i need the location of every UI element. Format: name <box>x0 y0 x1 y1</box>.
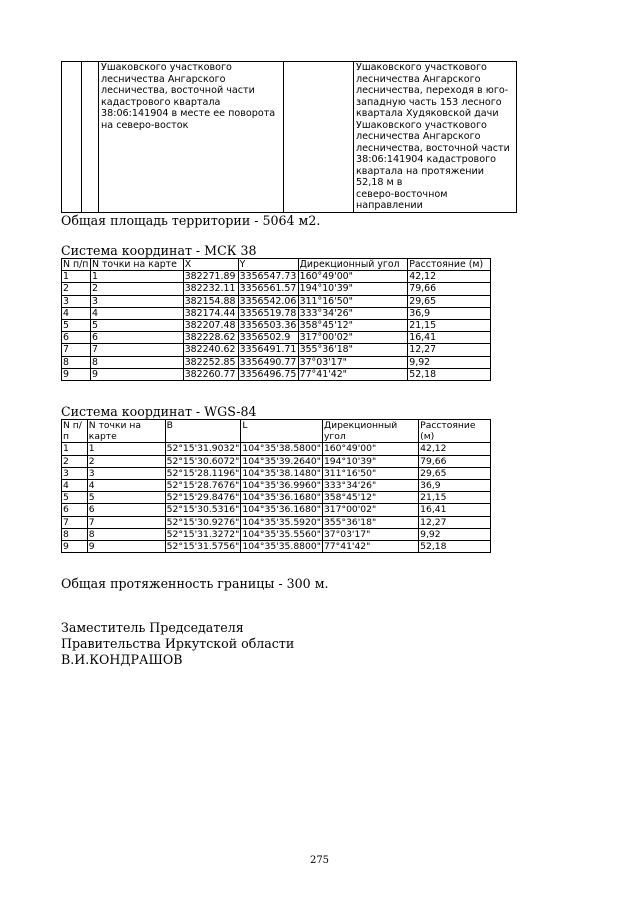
table-cell: 382174.44 <box>183 307 238 319</box>
table-cell: 358°45'12" <box>322 492 418 504</box>
text-line: квартала Худяковской дачи <box>356 108 499 119</box>
table-cell: 5 <box>90 320 183 332</box>
table-cell: 52°15'31.9032" <box>166 443 240 455</box>
table-cell: 16,41 <box>408 332 491 344</box>
text-line: 38:06:141904 кадастрового <box>356 154 496 165</box>
table-cell: 37°03'17" <box>298 356 408 368</box>
table-cell: 104°35'36.9960" <box>242 480 321 492</box>
table-row <box>62 307 491 319</box>
table-cell: 104°35'36.1680" <box>242 492 321 504</box>
table-cell: 52°15'31.5756" <box>166 541 240 553</box>
table-cell: 52,18 <box>408 368 491 380</box>
table-header-row <box>62 420 491 443</box>
table-cell <box>62 62 82 213</box>
table-cell: 9 <box>62 368 91 380</box>
table-cell: 9 <box>87 541 165 553</box>
text-line: на северо-восток <box>101 119 189 131</box>
table-cell: 194°10'39" <box>322 455 418 467</box>
table-cell: 8 <box>62 528 88 540</box>
msk-coordinates-table <box>61 258 491 381</box>
table-cell: 9,92 <box>408 356 491 368</box>
text-line: лесничества, восточной части <box>101 85 255 96</box>
table-cell: 104°35'36.1680" <box>242 504 321 516</box>
table-cell: 4 <box>62 480 88 492</box>
column-header: Y <box>238 259 298 271</box>
table-cell: 6 <box>62 504 88 516</box>
text-line: 38:06:141904 в месте ее поворота <box>101 108 276 119</box>
column-header: Дирекционный угол <box>298 259 408 271</box>
page-number: 275 <box>309 855 330 866</box>
table-cell: 42,12 <box>419 443 491 455</box>
table-cell: 8 <box>62 356 91 368</box>
table-row <box>62 467 491 479</box>
text-line: лесничества, восточной части <box>356 142 510 154</box>
text-line: Ушаковского участкового <box>101 62 232 73</box>
table-cell: 3356491.71 <box>239 344 297 356</box>
table-row <box>62 271 491 283</box>
table-cell: 21,15 <box>419 492 491 504</box>
text-line: северо-восточном направлении <box>356 188 448 211</box>
boundary-start-description <box>99 62 284 213</box>
table-cell: 1 <box>87 443 165 455</box>
text-line: Ушаковского участкового <box>356 62 487 73</box>
table-header-row <box>62 259 491 271</box>
table-cell: 16,41 <box>419 504 491 516</box>
table-cell: 2 <box>62 283 91 295</box>
table-cell: 9 <box>90 368 183 380</box>
boundary-description-table <box>61 61 517 213</box>
text-line: кадастрового квартала <box>101 96 221 108</box>
table-cell: 52°15'28.7676" <box>166 480 240 492</box>
table-cell <box>284 62 354 213</box>
table-cell: 333°34'26" <box>322 480 418 492</box>
table-cell: 1 <box>62 443 88 455</box>
table-row <box>62 356 491 368</box>
table-row <box>62 455 491 467</box>
table-cell: 104°35'39.2640" <box>242 455 321 467</box>
table-cell: 104°35'35.5560" <box>242 528 321 540</box>
table-cell: 77°41'42" <box>322 541 418 553</box>
table-cell: 104°35'38.5800" <box>242 443 321 455</box>
table-cell <box>82 62 99 213</box>
table-cell: 160°49'00" <box>298 271 408 283</box>
text-line: лесничества Ангарского <box>101 73 226 85</box>
column-header: N точки на карте <box>87 420 165 443</box>
table-cell: 3356503.36 <box>239 320 297 332</box>
text-line: Ушаковского участкового <box>356 119 487 131</box>
text-line: лесничества, переходя в юго- <box>356 85 509 96</box>
column-header: Дирекционный угол <box>322 420 418 443</box>
table-cell: 52,18 <box>419 541 491 553</box>
table-cell: 3 <box>90 295 183 307</box>
table-cell: 6 <box>90 332 183 344</box>
table-row <box>62 320 491 332</box>
table-cell: 355°36'18" <box>322 516 418 528</box>
table-cell: 382260.77 <box>183 368 238 380</box>
table-cell: 79,66 <box>408 283 491 295</box>
boundary-path-description <box>354 62 517 213</box>
text-line: западную часть 153 лесного <box>356 96 502 108</box>
table-cell: 382240.62 <box>183 344 238 356</box>
table-row <box>62 516 491 528</box>
table-cell: 79,66 <box>419 455 491 467</box>
table-cell: 3356519.78 <box>239 307 297 319</box>
table-cell: 5 <box>62 320 91 332</box>
total-length-text: Общая протяженность границы - 300 м. <box>61 576 329 591</box>
table-row <box>62 541 491 553</box>
table-cell: 8 <box>90 356 183 368</box>
table-row <box>62 528 491 540</box>
table-cell: 7 <box>62 516 88 528</box>
signature-block <box>61 620 294 668</box>
table-cell: 3356496.75 <box>239 368 297 380</box>
table-cell: 358°45'12" <box>298 320 408 332</box>
text-line: лесничества Ангарского <box>356 131 481 142</box>
column-header: B <box>165 420 241 443</box>
table-cell: 3 <box>62 295 91 307</box>
table-cell: 12,27 <box>419 516 491 528</box>
table-cell: 4 <box>90 307 183 319</box>
table-cell: 333°34'26" <box>298 307 408 319</box>
table-cell: 5 <box>62 492 88 504</box>
table-cell: 3356561.57 <box>239 283 297 295</box>
table-cell: 1 <box>90 271 183 283</box>
table-row <box>62 295 491 307</box>
table-cell: 6 <box>62 332 91 344</box>
table-cell: 3356542.06 <box>239 295 297 307</box>
text-line: квартала на протяжении 52,18 м в <box>356 165 485 188</box>
table-cell: 194°10'39" <box>298 283 408 295</box>
table-row <box>62 344 491 356</box>
table-cell: 7 <box>87 516 165 528</box>
table-row <box>62 368 491 380</box>
table-cell: 3356490.77 <box>239 356 297 368</box>
table-cell: 311°16'50" <box>298 295 408 307</box>
table-cell: 382207.48 <box>183 320 238 332</box>
msk-table-body <box>62 271 491 381</box>
table-cell: 382232.11 <box>183 283 238 295</box>
column-header: X <box>183 259 238 271</box>
table-cell: 9 <box>62 541 88 553</box>
table-cell: 104°35'38.1480" <box>242 467 321 479</box>
table-cell: 7 <box>62 344 91 356</box>
table-row <box>62 332 491 344</box>
table-cell: 8 <box>87 528 165 540</box>
table-cell: 3356547.73 <box>239 271 297 283</box>
text-line: лесничества Ангарского <box>356 73 481 85</box>
column-header: N п/п <box>62 259 91 271</box>
table-row <box>62 283 491 295</box>
table-cell: 1 <box>62 271 91 283</box>
table-cell: 5 <box>87 492 165 504</box>
table-cell: 37°03'17" <box>322 528 418 540</box>
wgs-coordinates-table <box>61 419 491 553</box>
table-cell: 12,27 <box>408 344 491 356</box>
table-cell: 2 <box>87 455 165 467</box>
table-cell: 317°00'02" <box>298 332 408 344</box>
table-cell: 29,65 <box>419 467 491 479</box>
table-cell: 104°35'35.5920" <box>242 516 321 528</box>
table-cell: 52°15'30.5316" <box>166 504 240 516</box>
column-header: L <box>241 420 323 443</box>
table-cell: 104°35'35.8800" <box>242 541 321 553</box>
column-header: Расстояние (м) <box>419 420 491 443</box>
table-cell: 4 <box>62 307 91 319</box>
table-cell: 317°00'02" <box>322 504 418 516</box>
table-cell: 2 <box>90 283 183 295</box>
table-cell: 9,92 <box>419 528 491 540</box>
table-cell: 52°15'31.3272" <box>166 528 240 540</box>
wgs-title: Система координат - WGS-84 <box>61 404 257 419</box>
table-cell: 29,65 <box>408 295 491 307</box>
wgs-table-body <box>62 443 491 553</box>
table-row <box>62 492 491 504</box>
table-cell: 3356502.9 <box>238 332 298 344</box>
table-cell: 382228.62 <box>183 332 238 344</box>
column-header: N точки на карте <box>90 259 183 271</box>
column-header: Расстояние (м) <box>408 259 491 271</box>
table-cell: 52°15'30.6072" <box>166 455 240 467</box>
table-cell: 52°15'29.8476" <box>166 492 240 504</box>
column-header: N п/п <box>62 420 88 443</box>
table-cell: 3 <box>62 467 88 479</box>
table-cell: 382252.85 <box>183 356 238 368</box>
table-cell: 4 <box>87 480 165 492</box>
table-row <box>62 504 491 516</box>
table-cell: 6 <box>87 504 165 516</box>
table-cell: 52°15'30.9276" <box>166 516 240 528</box>
table-cell: 382271.89 <box>183 271 238 283</box>
table-cell: 21,15 <box>408 320 491 332</box>
table-row <box>62 480 491 492</box>
table-cell: 42,12 <box>408 271 491 283</box>
table-cell: 36,9 <box>419 480 491 492</box>
signature-name: В.И.КОНДРАШОВ <box>61 652 183 667</box>
table-cell: 382154.88 <box>183 295 238 307</box>
table-cell: 311°16'50" <box>322 467 418 479</box>
table-cell: 77°41'42" <box>298 368 408 380</box>
table-cell: 3 <box>87 467 165 479</box>
table-cell: 36,9 <box>408 307 491 319</box>
table-cell: 7 <box>90 344 183 356</box>
table-cell: 52°15'28.1196" <box>166 467 240 479</box>
total-area-text: Общая площадь территории - 5064 м2. <box>61 213 321 228</box>
signature-position: Заместитель Председателя <box>61 620 244 635</box>
table-cell: 160°49'00" <box>322 443 418 455</box>
table-cell: 2 <box>62 455 88 467</box>
signature-organization: Правительства Иркутской области <box>61 636 295 651</box>
msk-title: Система координат - МСК 38 <box>61 243 257 258</box>
table-row <box>62 62 517 213</box>
table-cell: 355°36'18" <box>298 344 408 356</box>
table-row <box>62 443 491 455</box>
